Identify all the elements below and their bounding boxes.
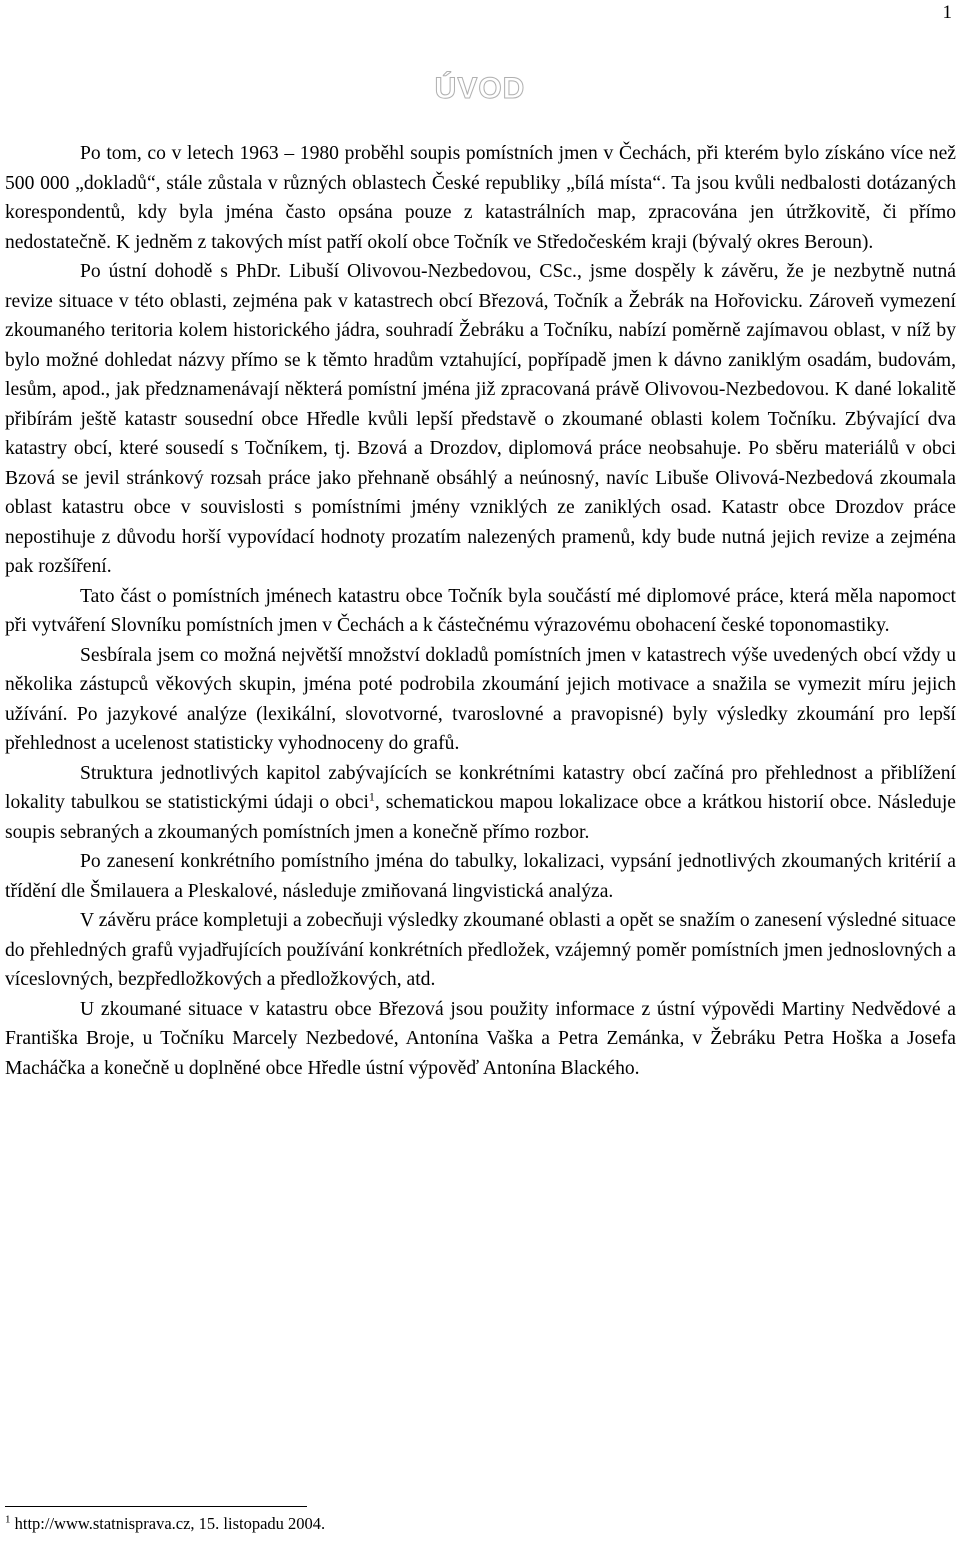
footnote-text: http://www.statnisprava.cz, 15. listopadu 2004. (10, 1514, 326, 1533)
footnote-marker: 1 (5, 1513, 11, 1526)
body-text (5, 139, 956, 1083)
paragraph: V závěru práce kompletuji a zobecňuji výsledky zkoumané oblasti a opět se snažím o zanesení výsledné situace do přehledných grafů vyjadřujících používání konkrétních předložek, vzájemný poměr pomístních jmen jednoslovných a víceslovných, bezpředložkových a předložkových, atd. (5, 910, 956, 990)
paragraph-text: , schematickou mapou lokalizace obce a krátkou historií obce. Následuje soupis sebraných a zkoumaných pomístních jmen a konečně přímo rozbor. (5, 792, 956, 843)
page-title: ÚVOD (434, 72, 526, 105)
paragraph: Sesbírala jsem co možná největší množství dokladů pomístních jmen v katastrech výše uvedených obcí vždy u několika zástupců věkových skupin, jména poté podrobila zkoumání jejich motivace a snažila se vymezit míru jejich užívání. Po jazykové analýze (lexikální, slovotvorné, tvaroslovné a pravopisné) byly výsledky zkoumání pro lepší přehlednost a ucelenost statisticky vyhodnoceny do grafů. (5, 644, 956, 754)
footnote-divider (5, 1506, 307, 1507)
paragraph-with-footnote (5, 759, 956, 848)
footnote (5, 1513, 945, 1535)
paragraph: Po ústní dohodě s PhDr. Libuší Olivovou-Nezbedovou, CSc., jsme dospěly k závěru, že je nezbytně nutná revize situace v této oblasti, zejména pak v katastrech obcí Březová, Točník a Žebrák na Hořovicku. Zároveň vymezení zkoumaného teritoria kolem historického jádra, souhradí Žebráku a Točníku, nabízí poměrně zajímavou oblast, v níž by bylo možné dohledat názvy přímo se k těmto hradům vztahující, popřípadě jmen k dávno zaniklým osadám, budovám, lesům, apod., jak předznamenávají některá pomístní jména již zpracovaná právě Olivovou-Nezbedovou. K dané lokalitě přibírám ještě katastr sousední obce Hředle kvůli lepší představě o zkoumané oblasti kolem Točníku. Zbývající dva katastry obcí, které sousedí s Točníkem, tj. Bzová a Drozdov, diplomová práce neobsahuje. Po sběru materiálů v obci Bzová se jevil stránkový rozsah práce jako přehnaně obsáhlý a neúnosný, navíc Libuše Olivová-Nezbedová zkoumala oblast katastru obce v souvislosti s pomístními jmény vzniklých ze zaniklých osad. Katastr obce Drozdov práce nepostihuje z důvodu horší vypovídací hodnoty prozatím nalezených pramenů, kdy bude nutná jejich revize a zejména pak rozšíření. (5, 261, 956, 577)
paragraph: Po zanesení konkrétního pomístního jména do tabulky, lokalizaci, vypsání jednotlivých zkoumaných kritérií a třídění dle Šmilauera a Pleskalové, následuje zmiňovaná lingvistická analýza. (5, 851, 956, 902)
paragraph: Po tom, co v letech 1963 – 1980 proběhl soupis pomístních jmen v Čechách, při kterém bylo získáno více než 500 000 „dokladů“, stále zůstala v různých oblastech České republiky „bílá místa“. Ta jsou kvůli nedbalosti dotázaných korespondentů, kdy byla jména často opsána pouze z katastrálních map, zpracována jen útržkovitě, či přímo nedostatečně. K jedněm z takových míst patří okolí obce Točník ve Středočeském kraji (bývalý okres Beroun). (5, 143, 956, 253)
footnote-reference: 1 (368, 789, 375, 804)
paragraph-text: Struktura jednotlivých kapitol zabývajících se konkrétními katastry obcí začíná pro přehlednost a přiblížení lokality tabulkou se statistickými údaji o obci (5, 762, 956, 813)
paragraph: Tato část o pomístních jménech katastru obce Točník byla součástí mé diplomové práce, která měla napomoct při vytváření Slovníku pomístních jmen v Čechách a k částečnému výrazovému obohacení české toponomastiky. (5, 585, 956, 636)
page-number: 1 (942, 2, 952, 23)
paragraph: U zkoumané situace v katastru obce Březová jsou použity informace z ústní výpovědi Martiny Nedvědové a Františka Broje, u Točníku Marcely Nezbedové, Antonína Vaška a Petra Zemánka, v Žebráku Petra Hoška a Josefa Macháčka a konečně u doplněné obce Hředle ústní výpověď Antonína Blackého. (5, 998, 956, 1079)
